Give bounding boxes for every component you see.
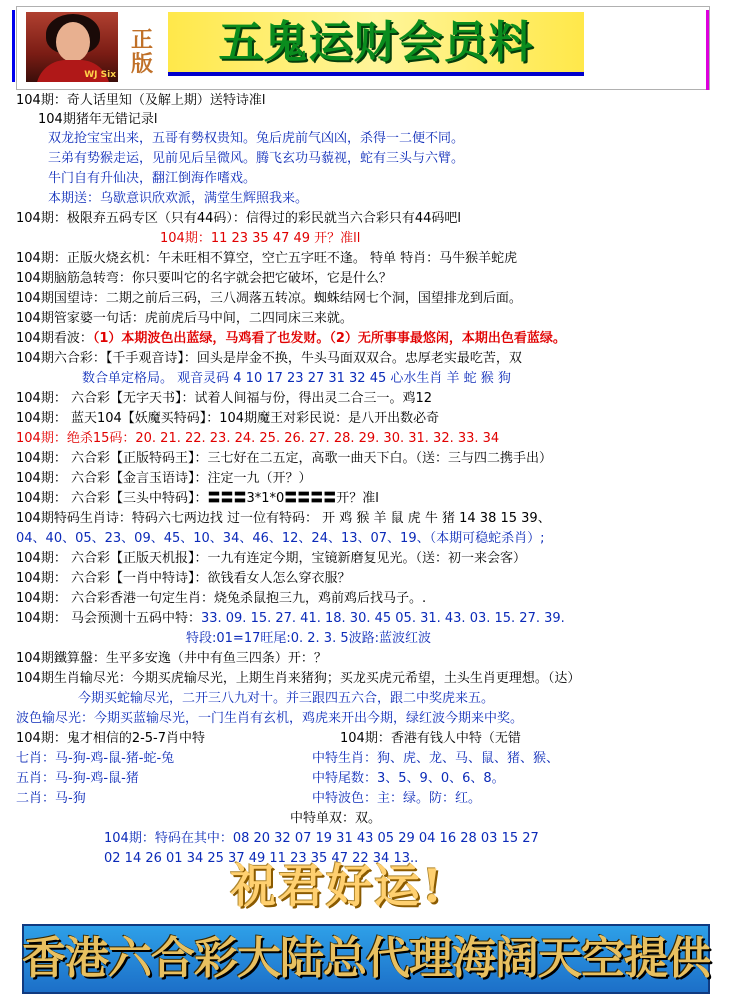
line-hk-one-sentence: 104期： 六合彩香港一句定生肖：烧兔杀鼠抱三九，鸡前鸡后找马子。. bbox=[16, 591, 427, 606]
line-special-pool-2: 02 14 26 01 34 25 37 49 11 23 35 47 22 34 13.. bbox=[104, 851, 419, 866]
right-accent-bar bbox=[706, 10, 709, 90]
line-abacus: 104期鐵算盤：生平多安逸（井中有鱼三四条）开：？ bbox=[16, 651, 327, 666]
line-housekeeper: 104期管家婆一句话：虎前虎后马中间，二四同床三来就。 bbox=[16, 311, 353, 326]
poem-line-2: 三弟有势猴走运，见前见后呈微风。腾飞玄功马藐视，蛇有三头与六臂。 bbox=[48, 151, 465, 166]
line-record: 104期猪年无错记录l bbox=[38, 112, 158, 127]
line-limit-zone: 104期：极限弃五码专区（只有44码）：信得过的彩民就当六合彩只有44码吧l bbox=[16, 211, 462, 226]
line-guowang-poem: 104期国望诗：二期之前后三码，三八凋落五转凉。蜘蛛结网七个洞，国望排龙到后面。 bbox=[16, 291, 522, 306]
poem-line-3: 牛门自有升仙决，翻江倒海作嗜戏。 bbox=[48, 171, 257, 186]
line-one-zodiac: 104期： 六合彩【一肖中特诗】：欲钱看女人怎么穿衣服？ bbox=[16, 571, 351, 586]
line-wave-lose: 波色输尽光：今期买蓝输尽光，一门生肖有玄机，鸡虎来开出今期，绿红波今期来中奖。 bbox=[16, 711, 524, 726]
line-jockey-15 bbox=[16, 610, 565, 627]
line-brain-teaser: 104期脑筋急转弯：你只要叫它的名字就会把它破坏，它是什么？ bbox=[16, 271, 392, 286]
line-kill-15 bbox=[16, 430, 499, 447]
line-hk-rich: 104期：香港有钱人中特（无错 bbox=[340, 731, 521, 746]
line-special-pool-1: 104期：特码在其中：08 20 32 07 19 31 43 05 29 04 16 28 03 15 27 bbox=[104, 831, 539, 846]
jockey-15-numbers: 33. 09. 15. 27. 41. 18. 30. 45 05. 31. 43. 03. 15. 27. 39. bbox=[200, 611, 565, 626]
wave-watch-text: （1）本期波色出蓝绿，马鸡看了也发财。（2）无所事事最悠闲，本期出色看蓝绿。 bbox=[92, 331, 566, 346]
line-limit-numbers: 104期：11 23 35 47 49 开？准ll bbox=[160, 231, 361, 246]
line-wave-watch bbox=[16, 330, 566, 347]
line-zodiac-lose-1: 104期生肖输尽光：今期买虎输尽光，上期生肖来猪狗；买龙买虎元希望，土头生肖更理想。（达） bbox=[16, 671, 581, 686]
line-heaven-report: 104期： 六合彩【正版天机报】：一九有连定今期，宝镜新磨复见光。（送：初一来会客） bbox=[16, 551, 526, 566]
line-five-zodiac: 五肖：马-狗-鸡-鼠-猪 bbox=[16, 771, 139, 786]
line-qiren: 104期：奇人话里知（及解上期）送特诗准l bbox=[16, 93, 266, 108]
line-special-tail: 中特尾数：3、5、9、0、6、8。 bbox=[312, 771, 505, 786]
poem-line-1: 双龙抢宝宝出来，五哥有勢权贵知。兔后虎前气凶凶，杀得一二便不同。 bbox=[48, 131, 465, 146]
left-accent-bar bbox=[12, 10, 15, 82]
line-three-heads: 104期： 六合彩【三头中特码】：〓〓〓3*1*0〓〓〓〓开？准l bbox=[16, 491, 379, 506]
title-underline bbox=[168, 72, 584, 76]
line-two-zodiac: 二肖：马-狗 bbox=[16, 791, 86, 806]
line-special-zodiac: 中特生肖：狗、虎、龙、马、鼠、猪、猴、 bbox=[312, 751, 560, 766]
kill-15-label: 104期： bbox=[16, 431, 67, 446]
line-guanyin-2: 数合单定格局。 观音灵码 4 10 17 23 27 31 32 45 心水生肖 羊 蛇 猴 狗 bbox=[82, 371, 511, 386]
line-guanyin-1: 104期六合彩：【千手观音诗】：回头是岸金不换，牛头马面双双合。忠厚老实最吃苦，双 bbox=[16, 351, 522, 366]
line-golden-words: 104期： 六合彩【金言玉语诗】：注定一九（开？） bbox=[16, 471, 312, 486]
line-code-king: 104期： 六合彩【正版特码王】：三七好在二五定，高歌一曲天下白。（送：三与四二携手出） bbox=[16, 451, 552, 466]
line-fire-secret: 104期：正版火烧玄机：午未旺相不算空，空亡五字旺不逢。 特单 特肖：马牛猴羊蛇虎 bbox=[16, 251, 518, 266]
line-zodiac-numbers: 04、40、05、23、09、45、10、34、46、12、24、13、07、19、（本期可稳蛇杀肖）; bbox=[16, 531, 545, 546]
poem-line-4: 本期送：乌歇意识欣欢派，满堂生辉照我来。 bbox=[48, 191, 309, 206]
zhengban-badge: 正版 bbox=[130, 27, 153, 77]
portrait-photo bbox=[26, 12, 118, 82]
line-seven-zodiac: 七肖：马-狗-鸡-鼠-猪-蛇-兔 bbox=[16, 751, 175, 766]
good-luck-blessing: 祝君好运! bbox=[230, 859, 445, 913]
line-ghost-257: 104期：鬼才相信的2-5-7肖中特 bbox=[16, 731, 206, 746]
footer-text: 香港六合彩大陆总代理海阔天空提供 bbox=[22, 933, 710, 984]
line-demon-buy: 104期： 蓝天104【妖魔买特码】：104期魔王对彩民说：是八开出数必奇 bbox=[16, 411, 440, 426]
jockey-15-label: 104期： 马会预测十五码中特： bbox=[16, 611, 201, 626]
line-zodiac-poem: 104期特码生肖诗：特码六七两边找 过一位有特码： 开 鸡 猴 羊 鼠 虎 牛 猪 14 38 15 39、 bbox=[16, 511, 551, 526]
page-title: 五鬼运财会员料 bbox=[218, 17, 534, 68]
photo-caption: WJ Six bbox=[84, 70, 116, 80]
line-wordless-book: 104期： 六合彩【无字天书】：试着人间福与份，得出灵二合三一。鸡12 bbox=[16, 391, 432, 406]
line-special-wave: 中特波色：主：绿。防：红。 bbox=[312, 791, 482, 806]
line-odd-even: 中特单双：双。 bbox=[290, 811, 382, 826]
line-special-segment: 特段:01=17旺尾:0. 2. 3. 5波路:蓝波红波 bbox=[186, 631, 431, 646]
line-zodiac-lose-2: 今期买蛇输尽光，二开三八九对十。并三跟四五六合，跟二中奖虎来五。 bbox=[78, 691, 495, 706]
kill-15-numbers: 绝杀15码：20. 21. 22. 23. 24. 25. 26. 27. 28. 29. 30. 31. 32. 33. 34 bbox=[66, 431, 500, 446]
wave-watch-label: 104期看波： bbox=[16, 331, 93, 346]
